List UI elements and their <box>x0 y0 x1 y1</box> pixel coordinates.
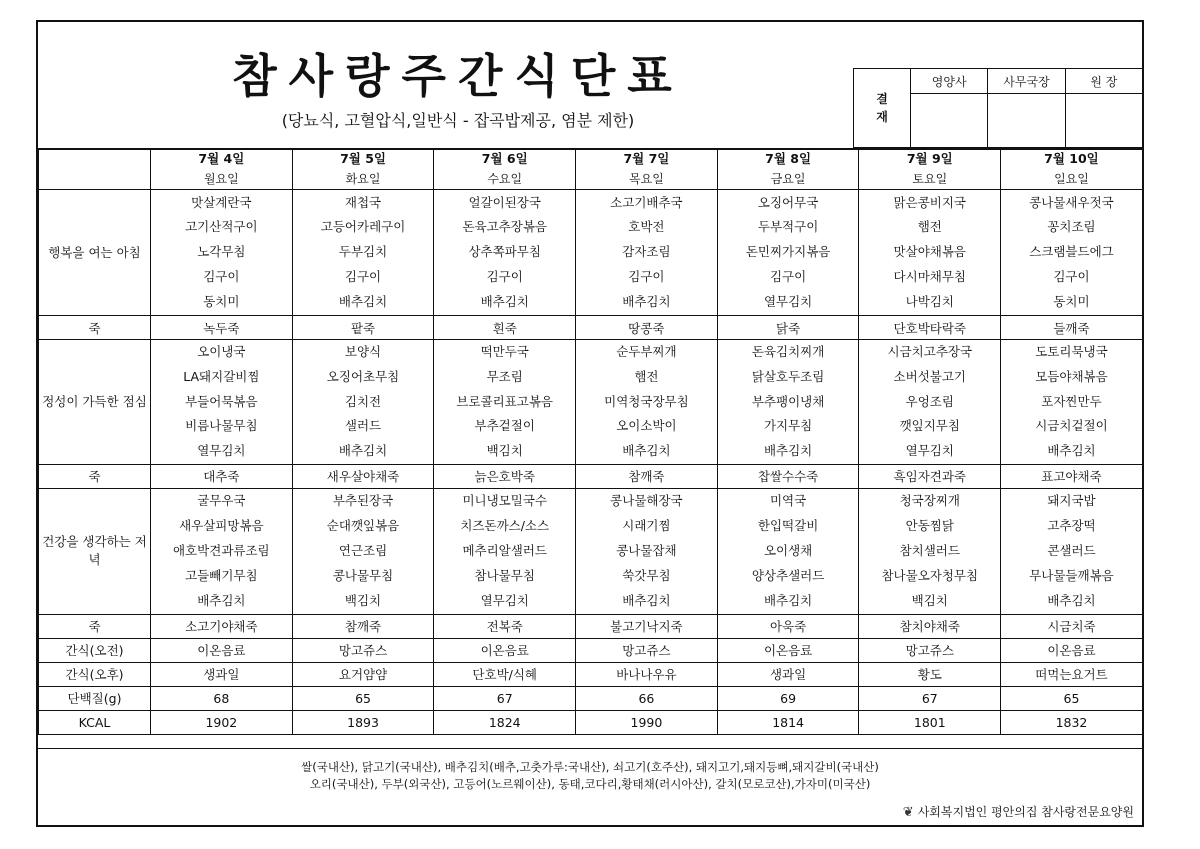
snack-pm-value: 황도 <box>917 667 942 683</box>
menu-item: 보양식 <box>344 344 382 359</box>
organization-name: 사회복지법인 평안의집 참사랑전문요양원 <box>917 805 1134 819</box>
menu-item: 순두부찌개 <box>616 344 677 359</box>
menu-item: 도토리묵냉국 <box>1035 344 1108 359</box>
menu-item: 열무김치 <box>905 443 954 459</box>
porridge-item: 소고기야채죽 <box>185 619 258 635</box>
menu-item: 배추김치 <box>1047 443 1096 459</box>
porridge-row <box>39 464 1143 488</box>
menu-item: 콘샐러드 <box>1047 543 1096 559</box>
snack-pm-cell <box>1001 662 1143 686</box>
menu-item: 배추김치 <box>480 293 529 309</box>
menu-item: LA돼지갈비찜 <box>183 368 260 384</box>
menu-item: 배추김치 <box>763 592 813 608</box>
menu-item: 꽁치조림 <box>1047 219 1096 235</box>
porridge-cell <box>151 464 293 488</box>
porridge-item: 녹두죽 <box>203 320 240 336</box>
porridge-cell <box>576 614 718 638</box>
kcal-value: 1801 <box>913 714 946 730</box>
menu-table <box>38 148 1143 735</box>
menu-item: 소고기배추국 <box>610 194 683 210</box>
porridge-cell <box>717 316 859 340</box>
porridge-label-text: 죽 <box>88 469 101 485</box>
porridge-item: 들깨죽 <box>1053 320 1090 336</box>
protein-value: 67 <box>921 690 938 706</box>
snack-pm-row <box>39 662 1143 686</box>
menu-item: 상추쪽파무침 <box>468 244 541 260</box>
protein-value: 68 <box>213 690 230 706</box>
menu-item: 미니냉모밀국수 <box>462 493 547 509</box>
porridge-cell <box>717 614 859 638</box>
day-weekday: 월요일 <box>203 172 239 186</box>
menu-item: 배추김치 <box>763 443 813 459</box>
menu-item: 양상추샐러드 <box>751 567 825 583</box>
snack-am-value: 망고쥬스 <box>905 643 954 659</box>
day-header <box>717 149 859 190</box>
snack-am-cell <box>292 638 434 662</box>
snack-am-value: 이온음료 <box>197 643 246 659</box>
page-subtitle: (당뇨식, 고혈압식,일반식 - 잡곡밥제공, 염분 제한) <box>281 111 635 130</box>
menu-item: 김구이 <box>344 268 382 284</box>
menu-item: 고기산적구이 <box>185 219 258 235</box>
menu-item: 부추된장국 <box>332 493 394 509</box>
porridge-item: 표고야채죽 <box>1041 469 1102 485</box>
menu-item: 오징어초무침 <box>326 368 400 384</box>
snack-pm-cell <box>576 662 718 686</box>
menu-item: 백김치 <box>911 592 948 608</box>
porridge-label-text: 죽 <box>88 320 101 336</box>
menu-item: 새우살피망볶음 <box>179 518 264 534</box>
meal-cell <box>717 190 859 316</box>
porridge-item: 참치야채죽 <box>899 619 960 635</box>
snack-am-value: 이온음료 <box>480 643 529 659</box>
porridge-cell <box>1001 316 1143 340</box>
menu-item: 배추김치 <box>338 293 388 309</box>
porridge-item: 전복죽 <box>486 619 523 635</box>
footer <box>38 748 1142 828</box>
approval-box <box>853 68 1143 148</box>
menu-item: 오이냉국 <box>197 344 246 359</box>
approval-label: 결 재 <box>854 69 911 148</box>
kcal-value: 1832 <box>1055 714 1088 730</box>
meal-cell <box>576 488 718 614</box>
menu-item: 청국장찌개 <box>899 493 960 509</box>
menu-item: 김구이 <box>1053 268 1090 284</box>
approval-role-office-manager: 사무국장 <box>988 69 1065 94</box>
origin-line-1: 쌀(국내산), 닭고기(국내산), 배추김치(배추,고춧가루:국내산), 쇠고기(호주산), 돼지고기,돼지등뼈,돼지갈비(국내산) <box>301 760 879 774</box>
day-header <box>151 149 293 190</box>
porridge-label <box>39 614 151 638</box>
porridge-cell <box>292 464 434 488</box>
approval-sign-office-manager[interactable] <box>988 94 1065 148</box>
menu-item: 노각무침 <box>197 244 246 260</box>
menu-item: 배추김치 <box>197 592 246 608</box>
origin-line-2: 오리(국내산), 두부(외국산), 고등어(노르웨이산), 동태,코다리,황태채(러시아산), 갈치(모로코산),가자미(미국산) <box>309 777 871 791</box>
menu-item: 참나물오자청무침 <box>881 567 979 583</box>
day-date: 7월 6일 <box>481 151 528 166</box>
porridge-item: 땅콩죽 <box>628 320 665 336</box>
menu-item: 부추겉절이 <box>474 418 535 434</box>
menu-item: 배추김치 <box>338 443 388 459</box>
menu-item: 열무김치 <box>197 443 246 459</box>
menu-item: 열무김치 <box>480 592 529 608</box>
porridge-item: 불고기낙지죽 <box>610 619 683 635</box>
protein-value: 67 <box>496 690 513 706</box>
porridge-item: 새우살야채죽 <box>326 469 400 485</box>
menu-item: 쑥갓무침 <box>622 567 671 583</box>
porridge-item: 대추죽 <box>203 469 240 485</box>
porridge-row <box>39 316 1143 340</box>
porridge-cell <box>576 316 718 340</box>
protein-label-text: 단백질(g) <box>67 691 122 707</box>
menu-item: 참치샐러드 <box>899 543 960 559</box>
snack-pm-label <box>39 662 151 686</box>
meal-cell <box>292 488 434 614</box>
meal-label <box>39 190 151 316</box>
menu-item: 메추리알샐러드 <box>462 543 547 559</box>
protein-cell <box>859 686 1001 710</box>
menu-item: 햄전 <box>634 368 659 384</box>
kcal-value: 1902 <box>205 714 238 730</box>
kcal-value: 1990 <box>630 714 663 730</box>
snack-am-label <box>39 638 151 662</box>
snack-pm-cell <box>151 662 293 686</box>
menu-item: 감자조림 <box>622 244 671 260</box>
menu-item: 시금치겉절이 <box>1035 418 1108 434</box>
meal-cell <box>151 190 293 316</box>
day-header <box>434 149 576 190</box>
porridge-item: 찹쌀수수죽 <box>757 469 819 485</box>
menu-item: 동치미 <box>203 293 240 309</box>
protein-cell <box>151 686 293 710</box>
menu-item: 동치미 <box>1053 293 1090 309</box>
sheet-header <box>38 22 1142 150</box>
menu-item: 비름나물무침 <box>185 418 258 434</box>
snack-pm-cell <box>292 662 434 686</box>
protein-value: 66 <box>638 690 655 706</box>
porridge-item: 시금치죽 <box>1047 619 1096 635</box>
people-logo-icon: ❦ <box>902 805 914 820</box>
kcal-value: 1893 <box>347 714 379 730</box>
snack-pm-label-text: 간식(오후) <box>65 667 124 683</box>
kcal-cell <box>1001 710 1143 734</box>
menu-item: 백김치 <box>344 592 382 608</box>
snack-am-label-text: 간식(오전) <box>65 643 124 659</box>
menu-item: 스크램블드에그 <box>1029 244 1114 260</box>
menu-item: 콩나물새우젓국 <box>1029 194 1114 210</box>
snack-pm-cell <box>434 662 576 686</box>
porridge-cell <box>859 614 1001 638</box>
meal-cell <box>434 488 576 614</box>
menu-item: 안동찜닭 <box>905 518 954 534</box>
menu-item: 콩나물잡채 <box>616 543 677 559</box>
meal-row <box>39 340 1143 465</box>
menu-item: 미역청국장무침 <box>604 393 689 409</box>
menu-item: 배추김치 <box>622 443 671 459</box>
protein-label <box>39 686 151 710</box>
page-title: 참사랑주간식단표 <box>232 49 684 103</box>
meal-cell <box>717 488 859 614</box>
snack-pm-cell <box>717 662 859 686</box>
menu-item: 햄전 <box>917 219 942 235</box>
kcal-label <box>39 710 151 734</box>
meal-cell <box>434 340 576 465</box>
snack-am-cell <box>1001 638 1143 662</box>
protein-cell <box>576 686 718 710</box>
menu-item: 호박전 <box>628 219 665 235</box>
kcal-value: 1814 <box>772 714 804 730</box>
menu-item: 애호박견과류조림 <box>173 543 270 559</box>
menu-item: 참나물무침 <box>474 567 535 583</box>
menu-item: 맛살야채볶음 <box>893 244 966 260</box>
kcal-cell <box>576 710 718 734</box>
protein-cell <box>434 686 576 710</box>
snack-pm-value: 요거얌얌 <box>338 667 388 683</box>
snack-am-cell <box>576 638 718 662</box>
menu-item: 다시마채무침 <box>893 268 966 284</box>
porridge-item: 참깨죽 <box>344 619 382 635</box>
meal-cell <box>434 190 576 316</box>
porridge-cell <box>1001 614 1143 638</box>
protein-cell <box>1001 686 1143 710</box>
day-weekday: 수요일 <box>487 172 523 186</box>
menu-item: 샐러드 <box>344 418 382 434</box>
snack-pm-cell <box>859 662 1001 686</box>
menu-item: 돈육고추장볶음 <box>462 219 547 235</box>
menu-item: 두부김치 <box>338 244 388 260</box>
menu-item: 얼갈이된장국 <box>468 194 541 210</box>
menu-item: 우엉조림 <box>905 393 954 409</box>
snack-am-cell <box>717 638 859 662</box>
meal-cell <box>859 488 1001 614</box>
menu-item: 나박김치 <box>905 293 954 309</box>
day-weekday: 목요일 <box>629 172 664 186</box>
menu-item: 한입떡갈비 <box>757 518 819 534</box>
meal-cell <box>859 190 1001 316</box>
day-date: 7월 10일 <box>1044 151 1099 166</box>
menu-item: 부들어묵볶음 <box>185 393 258 409</box>
menu-item: 깻잎지무침 <box>899 418 960 434</box>
snack-pm-value: 생과일 <box>769 667 807 683</box>
meal-label <box>39 340 151 465</box>
snack-am-value: 망고쥬스 <box>622 643 671 659</box>
porridge-item: 팥죽 <box>350 320 376 336</box>
day-weekday: 화요일 <box>345 172 381 186</box>
menu-item: 오이소박이 <box>616 418 677 434</box>
menu-item: 맑은콩비지국 <box>893 194 966 210</box>
menu-item: 콩나물해장국 <box>610 493 683 509</box>
meal-row <box>39 190 1143 316</box>
snack-am-row <box>39 638 1143 662</box>
day-header <box>576 149 718 190</box>
menu-item: 포자찐만두 <box>1041 393 1102 409</box>
snack-am-cell <box>151 638 293 662</box>
menu-sheet <box>36 20 1144 827</box>
organization <box>903 803 1134 820</box>
meal-cell <box>1001 340 1143 465</box>
meal-cell <box>576 340 718 465</box>
day-date: 7월 8일 <box>765 151 812 166</box>
menu-item: 무나물들깨볶음 <box>1029 567 1114 583</box>
porridge-cell <box>576 464 718 488</box>
menu-item: 돼지국밥 <box>1047 493 1096 509</box>
porridge-row <box>39 614 1143 638</box>
snack-am-value: 이온음료 <box>763 643 813 659</box>
protein-value: 65 <box>355 690 371 706</box>
approval-sign-director[interactable] <box>1065 94 1142 148</box>
porridge-cell <box>717 464 859 488</box>
meal-label <box>39 488 151 614</box>
snack-am-value: 이온음료 <box>1047 643 1096 659</box>
menu-item: 돈육김치찌개 <box>751 344 825 359</box>
day-date: 7월 5일 <box>340 151 386 166</box>
menu-item: 맛살계란국 <box>191 194 252 210</box>
protein-cell <box>717 686 859 710</box>
meal-cell <box>717 340 859 465</box>
porridge-cell <box>292 614 434 638</box>
protein-value: 69 <box>780 690 797 706</box>
kcal-cell <box>434 710 576 734</box>
porridge-cell <box>292 316 434 340</box>
menu-item: 치즈돈까스/소스 <box>460 518 550 534</box>
porridge-cell <box>434 316 576 340</box>
menu-item: 고추장떡 <box>1047 518 1096 534</box>
approval-role-director: 원 장 <box>1065 69 1142 94</box>
menu-item: 고등어카레구이 <box>320 219 406 235</box>
meal-label-text: 행복을 여는 아침 <box>48 244 141 260</box>
menu-item: 돈민찌가지볶음 <box>745 244 831 260</box>
meal-cell <box>576 190 718 316</box>
porridge-cell <box>151 614 293 638</box>
menu-item: 미역국 <box>769 493 807 509</box>
day-date: 7월 7일 <box>623 151 670 166</box>
porridge-cell <box>859 464 1001 488</box>
menu-item: 순대깻잎볶음 <box>326 518 400 534</box>
protein-row <box>39 686 1143 710</box>
snack-pm-value: 생과일 <box>203 667 240 683</box>
kcal-cell <box>292 710 434 734</box>
menu-item: 연근조림 <box>338 543 388 559</box>
meal-cell <box>151 488 293 614</box>
menu-item: 오이생채 <box>763 543 813 559</box>
menu-item: 콩나물무침 <box>332 567 394 583</box>
day-header <box>292 149 434 190</box>
day-date: 7월 4일 <box>198 151 245 166</box>
kcal-cell <box>151 710 293 734</box>
menu-item: 김구이 <box>203 268 240 284</box>
snack-pm-value: 떠먹는요거트 <box>1035 667 1108 683</box>
menu-item: 가지무침 <box>763 418 813 434</box>
meal-label-text: 정성이 가득한 점심 <box>42 393 147 409</box>
porridge-item: 흰죽 <box>492 320 517 336</box>
protein-value: 65 <box>1063 690 1080 706</box>
meal-cell <box>859 340 1001 465</box>
menu-item: 무조림 <box>486 368 523 384</box>
menu-item: 고들빼기무침 <box>185 567 258 583</box>
kcal-row <box>39 710 1143 734</box>
day-header <box>1001 149 1143 190</box>
menu-item: 재첩국 <box>344 194 382 210</box>
porridge-item: 참깨죽 <box>628 469 665 485</box>
menu-item: 김구이 <box>769 268 807 284</box>
porridge-label-text: 죽 <box>88 619 101 635</box>
meal-cell <box>1001 488 1143 614</box>
menu-item: 배추김치 <box>1047 592 1096 608</box>
menu-item: 배추김치 <box>622 592 671 608</box>
porridge-item: 아욱죽 <box>769 619 807 635</box>
porridge-item: 늙은호박죽 <box>474 469 535 485</box>
menu-item: 열무김치 <box>763 293 813 309</box>
menu-item: 굴무우국 <box>197 493 246 509</box>
menu-item: 소버섯불고기 <box>893 368 966 384</box>
menu-item: 오징어무국 <box>757 194 819 210</box>
porridge-item: 닭죽 <box>776 320 801 336</box>
day-header <box>859 149 1001 190</box>
header-row <box>39 149 1143 190</box>
snack-am-cell <box>434 638 576 662</box>
day-weekday: 토요일 <box>912 172 948 186</box>
snack-am-value: 망고쥬스 <box>338 643 388 659</box>
origin-info <box>38 759 1142 793</box>
menu-item: 김치전 <box>344 393 382 409</box>
porridge-item: 흑임자견과죽 <box>893 469 966 485</box>
day-date: 7월 9일 <box>906 151 953 166</box>
menu-item: 시금치고추장국 <box>887 344 973 359</box>
snack-am-cell <box>859 638 1001 662</box>
porridge-cell <box>434 464 576 488</box>
meal-cell <box>1001 190 1143 316</box>
kcal-cell <box>859 710 1001 734</box>
corner-cell <box>39 149 151 190</box>
kcal-value: 1824 <box>488 714 521 730</box>
meal-row <box>39 488 1143 614</box>
menu-item: 브로콜리표고볶음 <box>456 393 554 409</box>
porridge-label <box>39 316 151 340</box>
menu-item: 김구이 <box>486 268 523 284</box>
porridge-label <box>39 464 151 488</box>
menu-item: 모듬야채볶음 <box>1035 368 1108 384</box>
porridge-cell <box>434 614 576 638</box>
menu-item: 백김치 <box>486 443 523 459</box>
snack-pm-value: 바나나우유 <box>616 667 677 683</box>
kcal-label-text: KCAL <box>78 714 111 730</box>
porridge-cell <box>151 316 293 340</box>
menu-item: 김구이 <box>628 268 665 284</box>
day-weekday: 일요일 <box>1054 172 1089 186</box>
protein-cell <box>292 686 434 710</box>
menu-item: 두부적구이 <box>757 219 819 235</box>
day-weekday: 금요일 <box>770 172 806 186</box>
menu-item: 떡만두국 <box>480 344 529 359</box>
meal-label-text: 건강을 생각하는 저녁 <box>42 534 147 568</box>
menu-item: 시래기찜 <box>622 518 671 534</box>
kcal-cell <box>717 710 859 734</box>
approval-sign-nutritionist[interactable] <box>911 94 988 148</box>
snack-pm-value: 단호박/식혜 <box>472 667 538 683</box>
porridge-cell <box>1001 464 1143 488</box>
meal-cell <box>292 340 434 465</box>
menu-item: 부추팽이냉채 <box>751 393 825 409</box>
meal-cell <box>151 340 293 465</box>
menu-item: 닭살호두조림 <box>751 368 825 384</box>
porridge-item: 단호박타락죽 <box>893 320 966 336</box>
meal-cell <box>292 190 434 316</box>
porridge-cell <box>859 316 1001 340</box>
approval-role-nutritionist: 영양사 <box>911 69 988 94</box>
menu-item: 배추김치 <box>622 293 671 309</box>
